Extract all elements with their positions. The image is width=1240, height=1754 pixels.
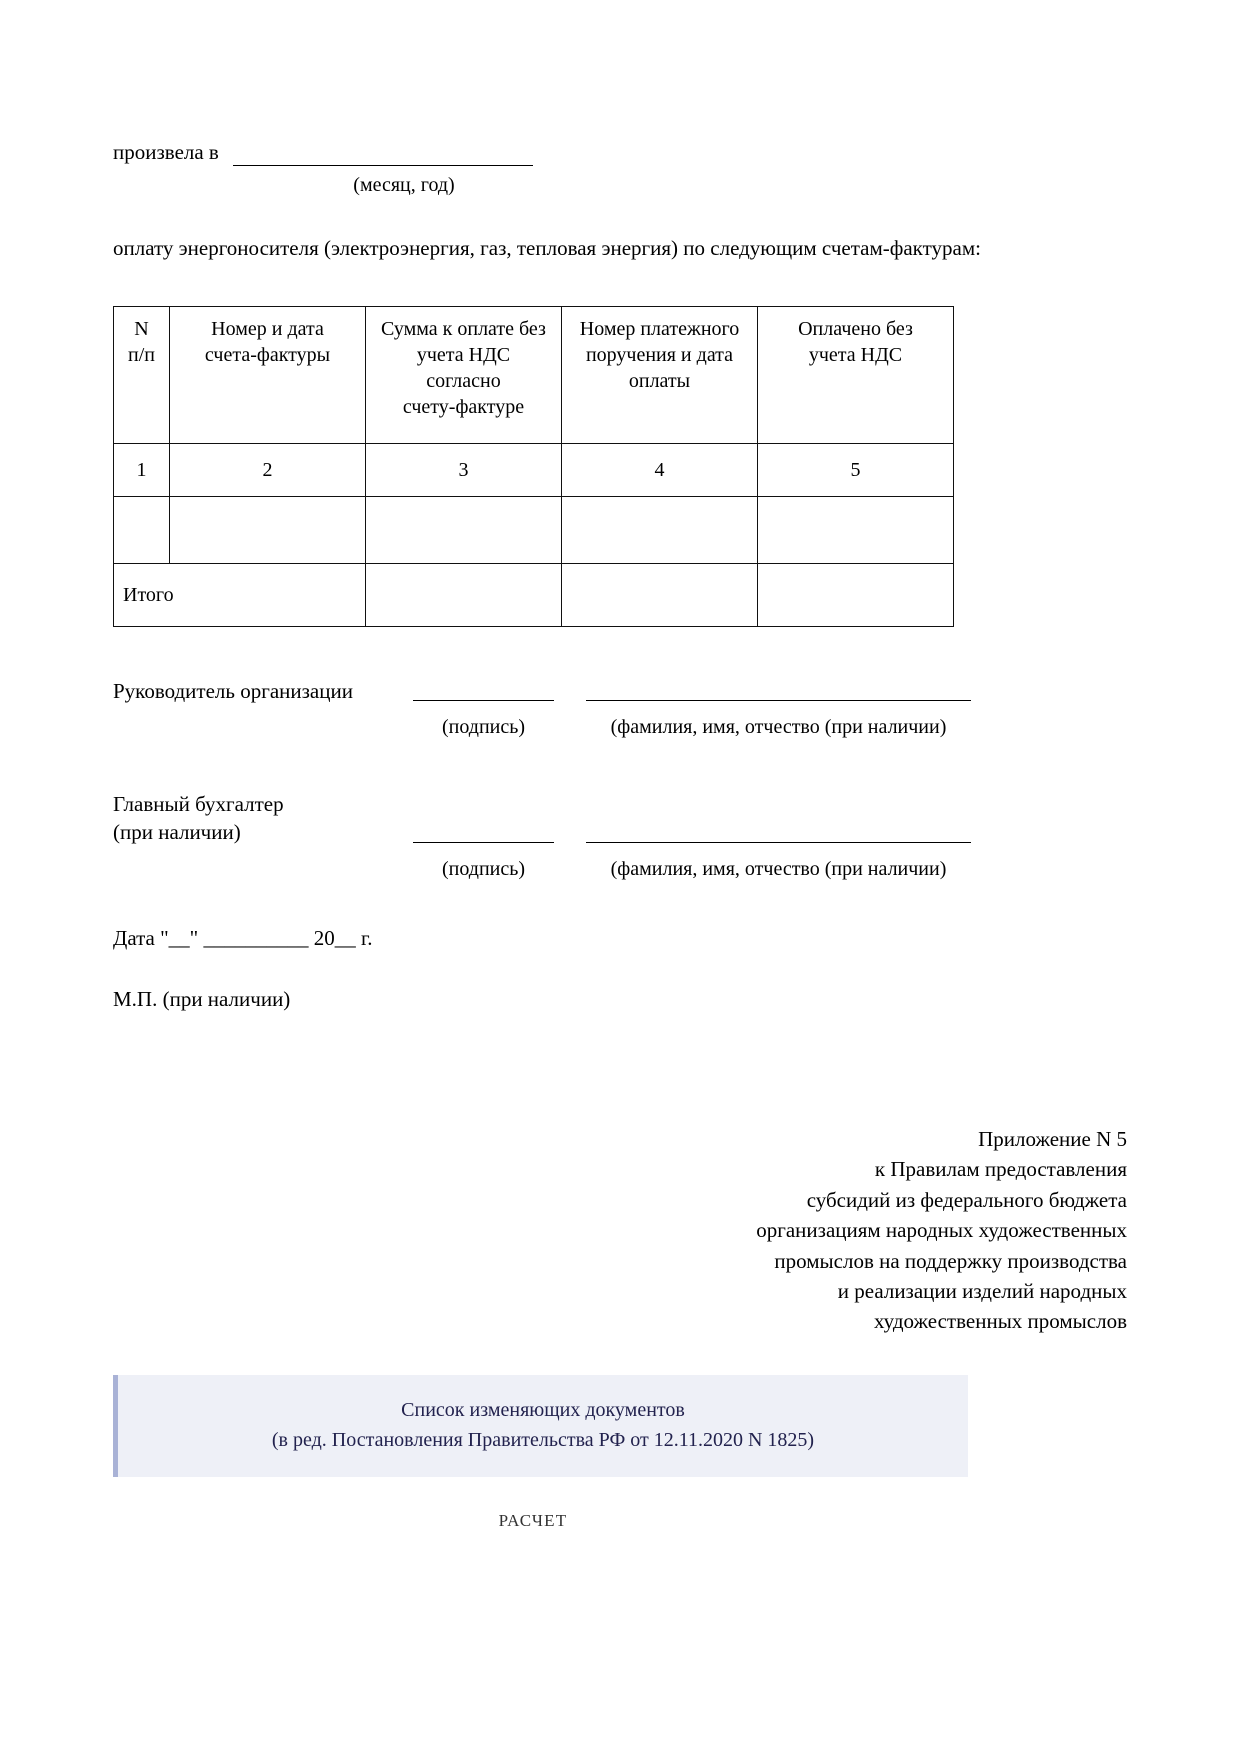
amending-documents-title: Список изменяющих документов <box>401 1398 685 1421</box>
header-line: учета НДС <box>808 343 903 366</box>
appendix-line: промыслов на поддержку производства <box>774 1248 1127 1273</box>
appendix-line: субсидий из федерального бюджета <box>806 1187 1127 1212</box>
appendix-line: и реализации изделий народных <box>837 1279 1127 1303</box>
cell-total-label: Итого <box>114 563 366 626</box>
cell-col-index: 2 <box>170 443 366 496</box>
accountant-signature-block <box>113 790 1127 882</box>
intro-lead-text: произвела в <box>113 140 219 164</box>
accountant-role-label <box>113 790 413 847</box>
table-header-row <box>114 306 954 443</box>
month-year-row <box>113 138 1127 166</box>
accountant-signature-captions <box>413 847 1127 882</box>
header-line: счета-фактуры <box>204 343 331 366</box>
intro-paragraph: оплату энергоносителя (электроэнергия, газ, тепловая энергия) по следующим счетам-фактурам: <box>113 236 981 261</box>
director-signature-block <box>113 677 1127 740</box>
header-line: поручения и дата <box>585 343 734 366</box>
director-role-label: Руководитель организации <box>113 678 353 703</box>
table-row-total <box>114 563 954 626</box>
signature-caption: (подпись) <box>441 857 526 880</box>
col-header-amount-due <box>366 306 562 443</box>
table-row-numbers <box>114 443 954 496</box>
col-header-payment-order <box>562 306 758 443</box>
date-line[interactable]: Дата "__" __________ 20__ г. <box>113 925 373 950</box>
cell-empty[interactable] <box>758 496 954 563</box>
signature-caption: (подпись) <box>441 716 526 739</box>
calculation-title: РАСЧЕТ <box>498 1510 568 1530</box>
header-line: согласно <box>426 369 501 392</box>
cell-total-payment-order[interactable] <box>562 563 758 626</box>
col-header-number <box>114 306 170 443</box>
accountant-role-line-1: Главный бухгалтер <box>113 792 284 817</box>
appendix-line: художественных промыслов <box>873 1309 1127 1334</box>
cell-col-index: 5 <box>758 443 954 496</box>
month-year-blank[interactable] <box>233 143 533 166</box>
cell-total-paid[interactable] <box>758 563 954 626</box>
seal-line: М.П. (при наличии) <box>113 986 291 1011</box>
cell-col-index: 1 <box>114 443 170 496</box>
intro-block <box>113 138 1127 264</box>
amending-documents-callout <box>113 1375 968 1477</box>
director-signature-row <box>113 677 1127 705</box>
header-line: счету-фактуре <box>402 395 525 418</box>
director-signature-lines <box>413 699 971 705</box>
amending-documents-revision: (в ред. Постановления Правительства РФ от 12.11.2020 N 1825) <box>271 1428 815 1451</box>
accountant-signature-field[interactable] <box>413 841 554 843</box>
director-fullname-field[interactable] <box>586 699 971 701</box>
header-line: оплаты <box>628 369 691 392</box>
cell-empty[interactable] <box>366 496 562 563</box>
cell-col-index: 4 <box>562 443 758 496</box>
appendix-header <box>113 1124 1127 1337</box>
cell-empty[interactable] <box>114 496 170 563</box>
cell-total-amount-due[interactable] <box>366 563 562 626</box>
table-row <box>114 496 954 563</box>
header-line: Сумма к оплате без <box>381 317 546 340</box>
accountant-fullname-field[interactable] <box>586 841 971 843</box>
header-line: Номер и дата <box>211 317 324 340</box>
appendix-line: к Правилам предоставления <box>874 1157 1127 1182</box>
col-header-paid-amount <box>758 306 954 443</box>
cell-empty[interactable] <box>562 496 758 563</box>
cell-col-index: 3 <box>366 443 562 496</box>
header-line: п/п <box>128 343 155 366</box>
cell-empty[interactable] <box>170 496 366 563</box>
invoices-table <box>113 306 954 627</box>
accountant-role-line-2: (при наличии) <box>113 820 241 845</box>
header-line: Номер платежного <box>579 317 740 340</box>
fullname-caption: (фамилия, имя, отчество (при наличии) <box>610 857 947 880</box>
header-line: N <box>134 317 149 340</box>
header-line: учета НДС <box>416 343 511 366</box>
accountant-signature-lines <box>413 841 971 847</box>
accountant-signature-row <box>113 790 1127 847</box>
month-year-caption: (месяц, год) <box>353 174 455 197</box>
header-line: Оплачено без <box>798 317 913 340</box>
director-signature-captions <box>413 705 1127 740</box>
col-header-invoice-number-date <box>170 306 366 443</box>
appendix-line: организациям народных художественных <box>756 1218 1127 1243</box>
appendix-line: Приложение N 5 <box>978 1126 1127 1151</box>
fullname-caption: (фамилия, имя, отчество (при наличии) <box>610 716 947 739</box>
director-signature-field[interactable] <box>413 699 554 701</box>
